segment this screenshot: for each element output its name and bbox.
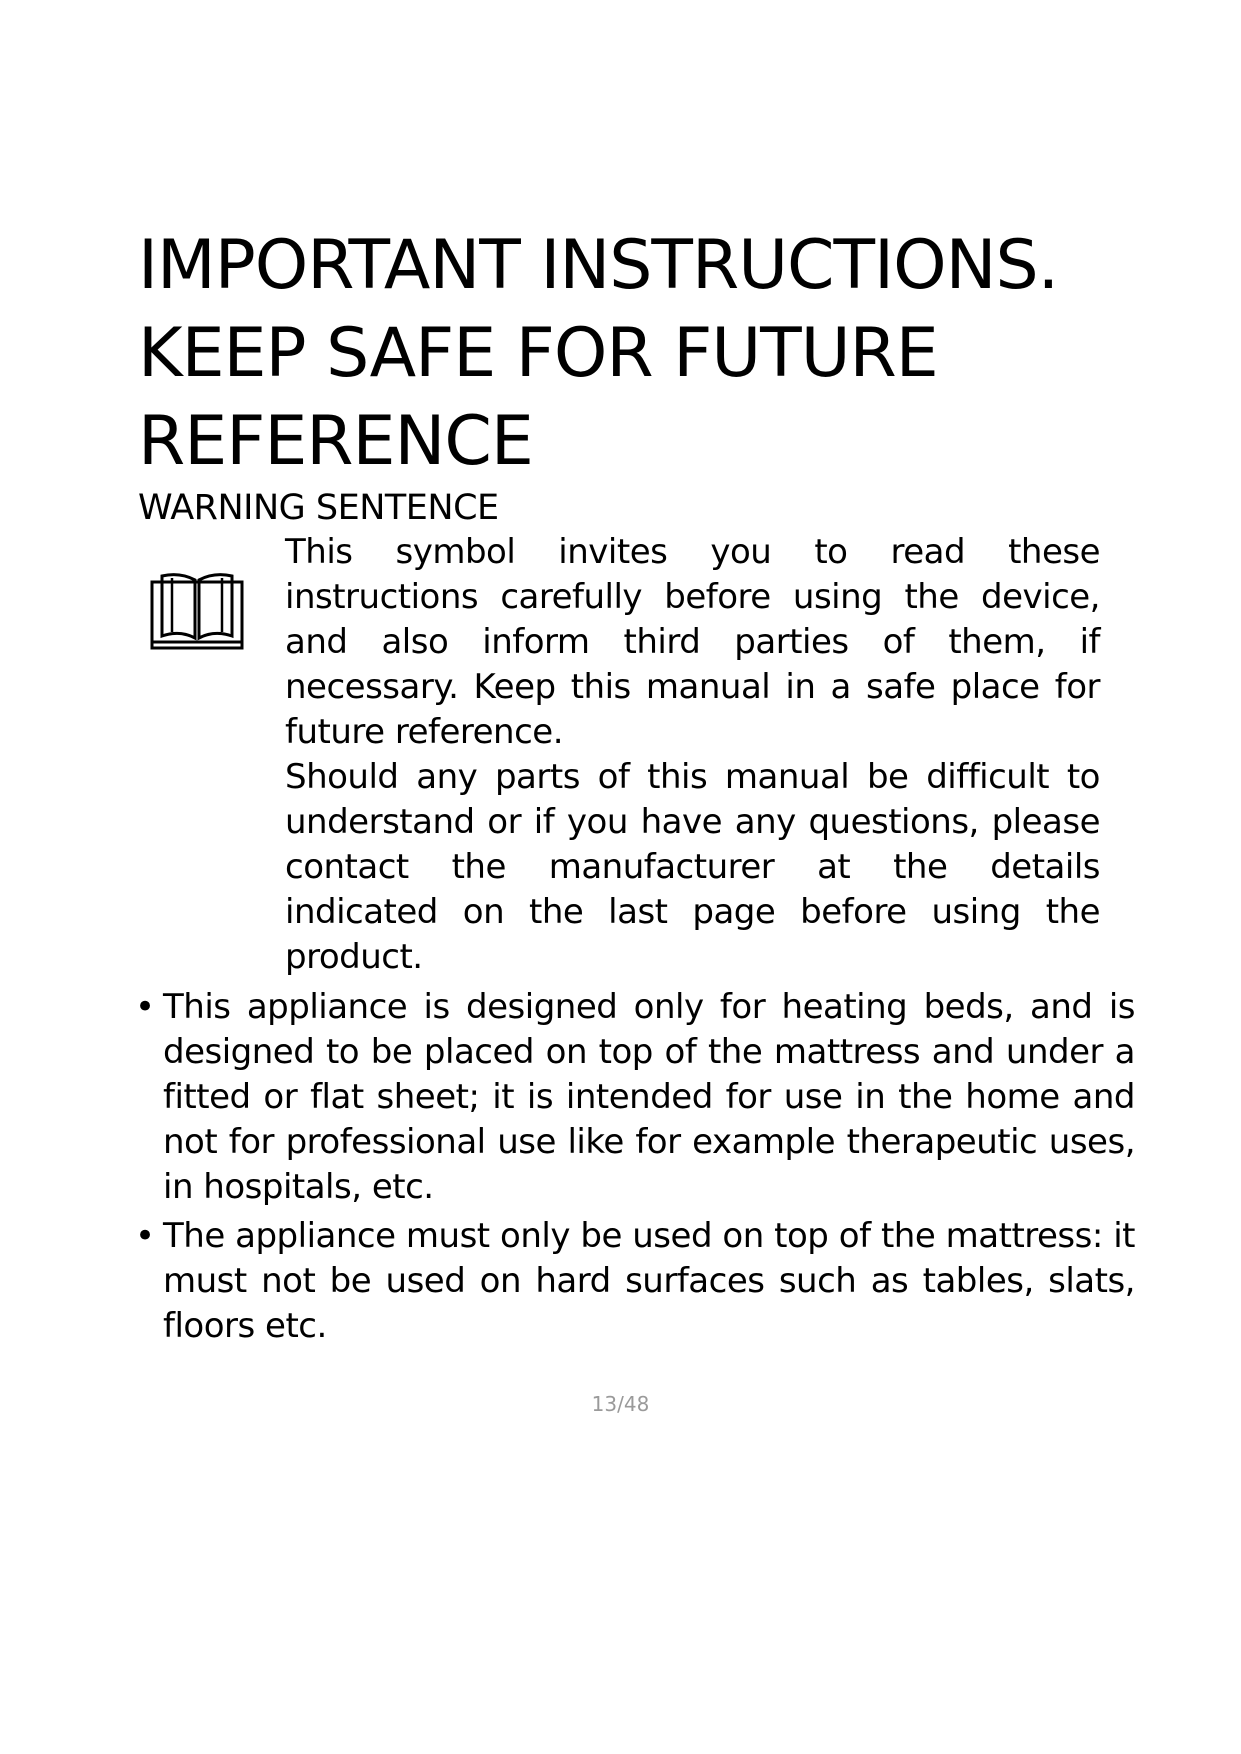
warning-sentence-heading: WARNING SENTENCE [138, 488, 499, 528]
title-line-2: KEEP SAFE FOR FUTURE [138, 314, 938, 393]
list-item [135, 985, 1135, 1210]
symbol-paragraph-1: This symbol invites you to read these instructions carefully before using the device, and also inform third parties of them, if necessary. Keep this manual in a safe place for future reference. [285, 532, 1100, 752]
title-line-1: IMPORTANT INSTRUCTIONS. [138, 226, 1059, 305]
bullet-text: The appliance must only be used on top of the mattress: it must not be used on hard surfaces such as tables, slats, floors etc. [163, 1216, 1135, 1346]
title-line-3: REFERENCE [138, 402, 533, 481]
bullet-dot-icon: • [135, 987, 155, 1027]
page-title [138, 222, 1198, 486]
bullet-text: This appliance is designed only for heating beds, and is designed to be placed on top of the mattress and under a fitted or flat sheet; it is intended for use in the home and not for professional use like for example therapeutic uses, in hospitals, etc. [163, 987, 1135, 1207]
list-item [135, 1214, 1135, 1349]
page-number: 13/48 [591, 1392, 650, 1416]
safety-bullet-list [135, 985, 1135, 1353]
bullet-dot-icon: • [135, 1216, 155, 1256]
symbol-explanation [285, 530, 1100, 980]
open-book-icon [150, 572, 244, 652]
symbol-paragraph-2: Should any parts of this manual be difficult to understand or if you have any questions, please contact the manufacturer at the details indicated on the last page before using the product. [285, 757, 1100, 977]
